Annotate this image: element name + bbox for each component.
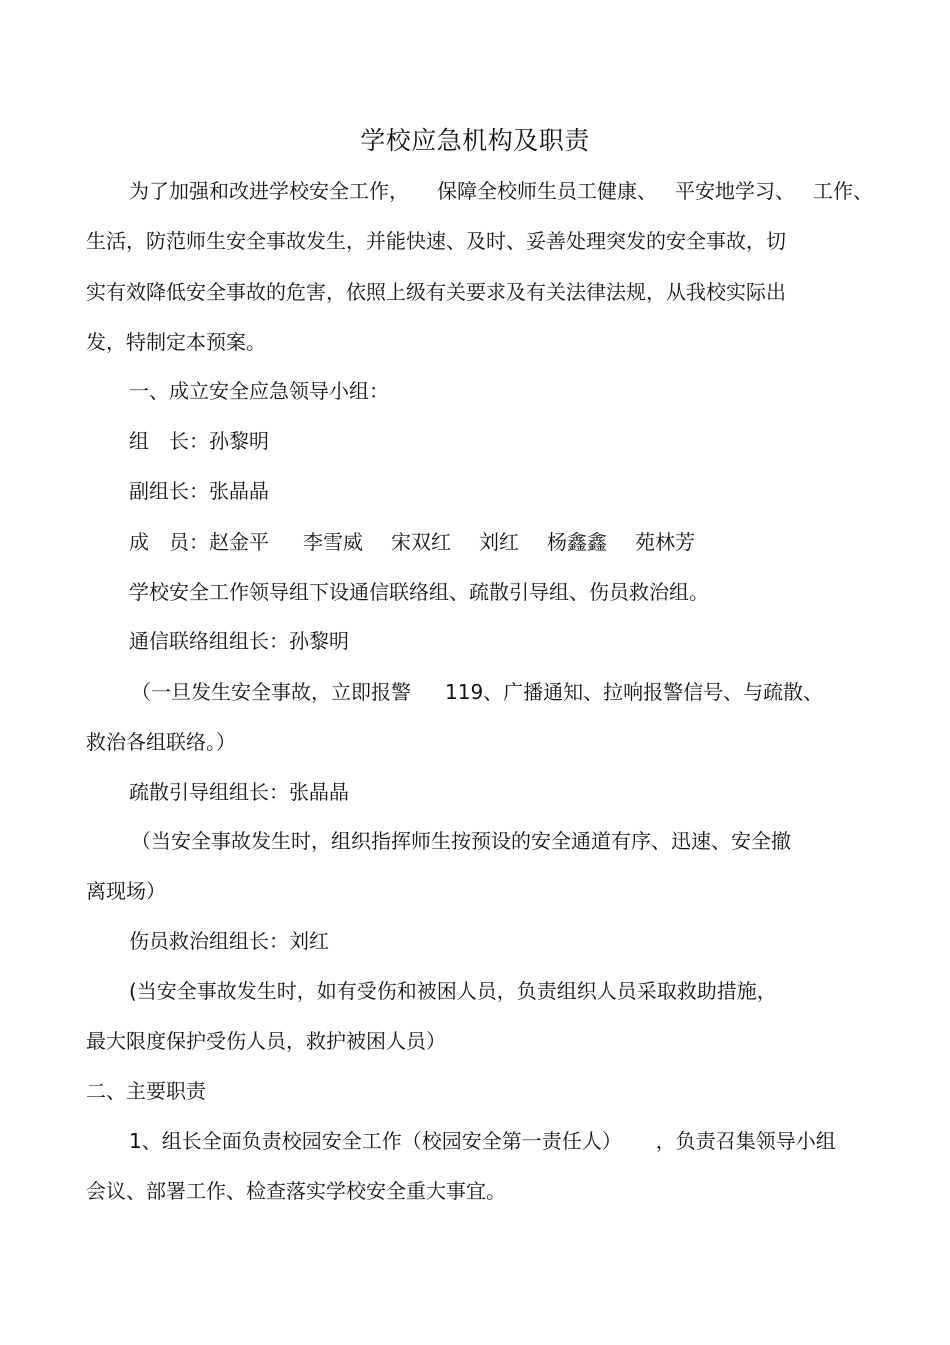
duty-text: 1、组长全面负责校园安全工作（校园安全第一责任人） <box>129 1129 622 1153</box>
comm-leader: 通信联络组组长：孙黎明 <box>129 629 349 653</box>
duty-item-1-line-1 <box>129 1126 929 1156</box>
evac-desc-line-2: 离现场） <box>86 879 166 903</box>
rescue-desc-line-1: (当安全事故发生时，如有受伤和被困人员，负责组织人员采取救助措施， <box>129 979 777 1003</box>
comm-desc-text: 119、广播通知、拉响报警信号、与疏散、 <box>445 680 824 704</box>
comm-desc-line-1 <box>131 677 931 707</box>
duty-text: ，负责召集领导小组 <box>655 1129 836 1153</box>
intro-line-3: 实有效降低安全事故的危害，依照上级有关要求及有关法律法规，从我校实际出 <box>86 280 786 304</box>
member-name: 刘红 <box>479 530 519 554</box>
members-label: 成 员：赵金平 <box>129 530 269 554</box>
intro-text: 工作、 <box>813 179 873 203</box>
deputy-leader: 副组长：张晶晶 <box>129 479 269 503</box>
intro-line-4: 发，特制定本预案。 <box>86 330 266 354</box>
intro-line-1 <box>129 176 929 206</box>
member-name: 李雪威 <box>303 530 363 554</box>
members-line <box>129 527 929 557</box>
intro-text: 为了加强和改进学校安全工作， <box>129 179 409 203</box>
member-name: 宋双红 <box>391 530 451 554</box>
comm-desc-text: （一旦发生安全事故，立即报警 <box>131 680 411 704</box>
rescue-desc-line-2: 最大限度保护受伤人员，救护被困人员） <box>86 1029 446 1053</box>
comm-desc-line-2: 救治各组联络。） <box>86 730 236 754</box>
groups-line: 学校安全工作领导组下设通信联络组、疏散引导组、伤员救治组。 <box>129 580 709 604</box>
group-leader: 组 长：孙黎明 <box>129 429 269 453</box>
section2-heading: 二、主要职责 <box>86 1079 206 1103</box>
document-title: 学校应急机构及职责 <box>360 126 590 155</box>
member-name: 杨鑫鑫 <box>547 530 607 554</box>
intro-line-2: 生活，防范师生安全事故发生，并能快速、及时、妥善处理突发的安全事故，切 <box>86 229 786 253</box>
intro-text: 平安地学习、 <box>675 179 795 203</box>
member-name: 苑林芳 <box>635 530 695 554</box>
intro-text: 保障全校师生员工健康、 <box>437 179 657 203</box>
section1-heading: 一、成立安全应急领导小组： <box>129 379 389 403</box>
evac-desc-line-1: （当安全事故发生时，组织指挥师生按预设的安全通道有序、迅速、安全撤 <box>131 829 791 853</box>
evac-leader: 疏散引导组组长：张晶晶 <box>129 780 349 804</box>
duty-item-1-line-2: 会议、部署工作、检查落实学校安全重大事宜。 <box>86 1179 506 1203</box>
rescue-leader: 伤员救治组组长：刘红 <box>129 929 329 953</box>
